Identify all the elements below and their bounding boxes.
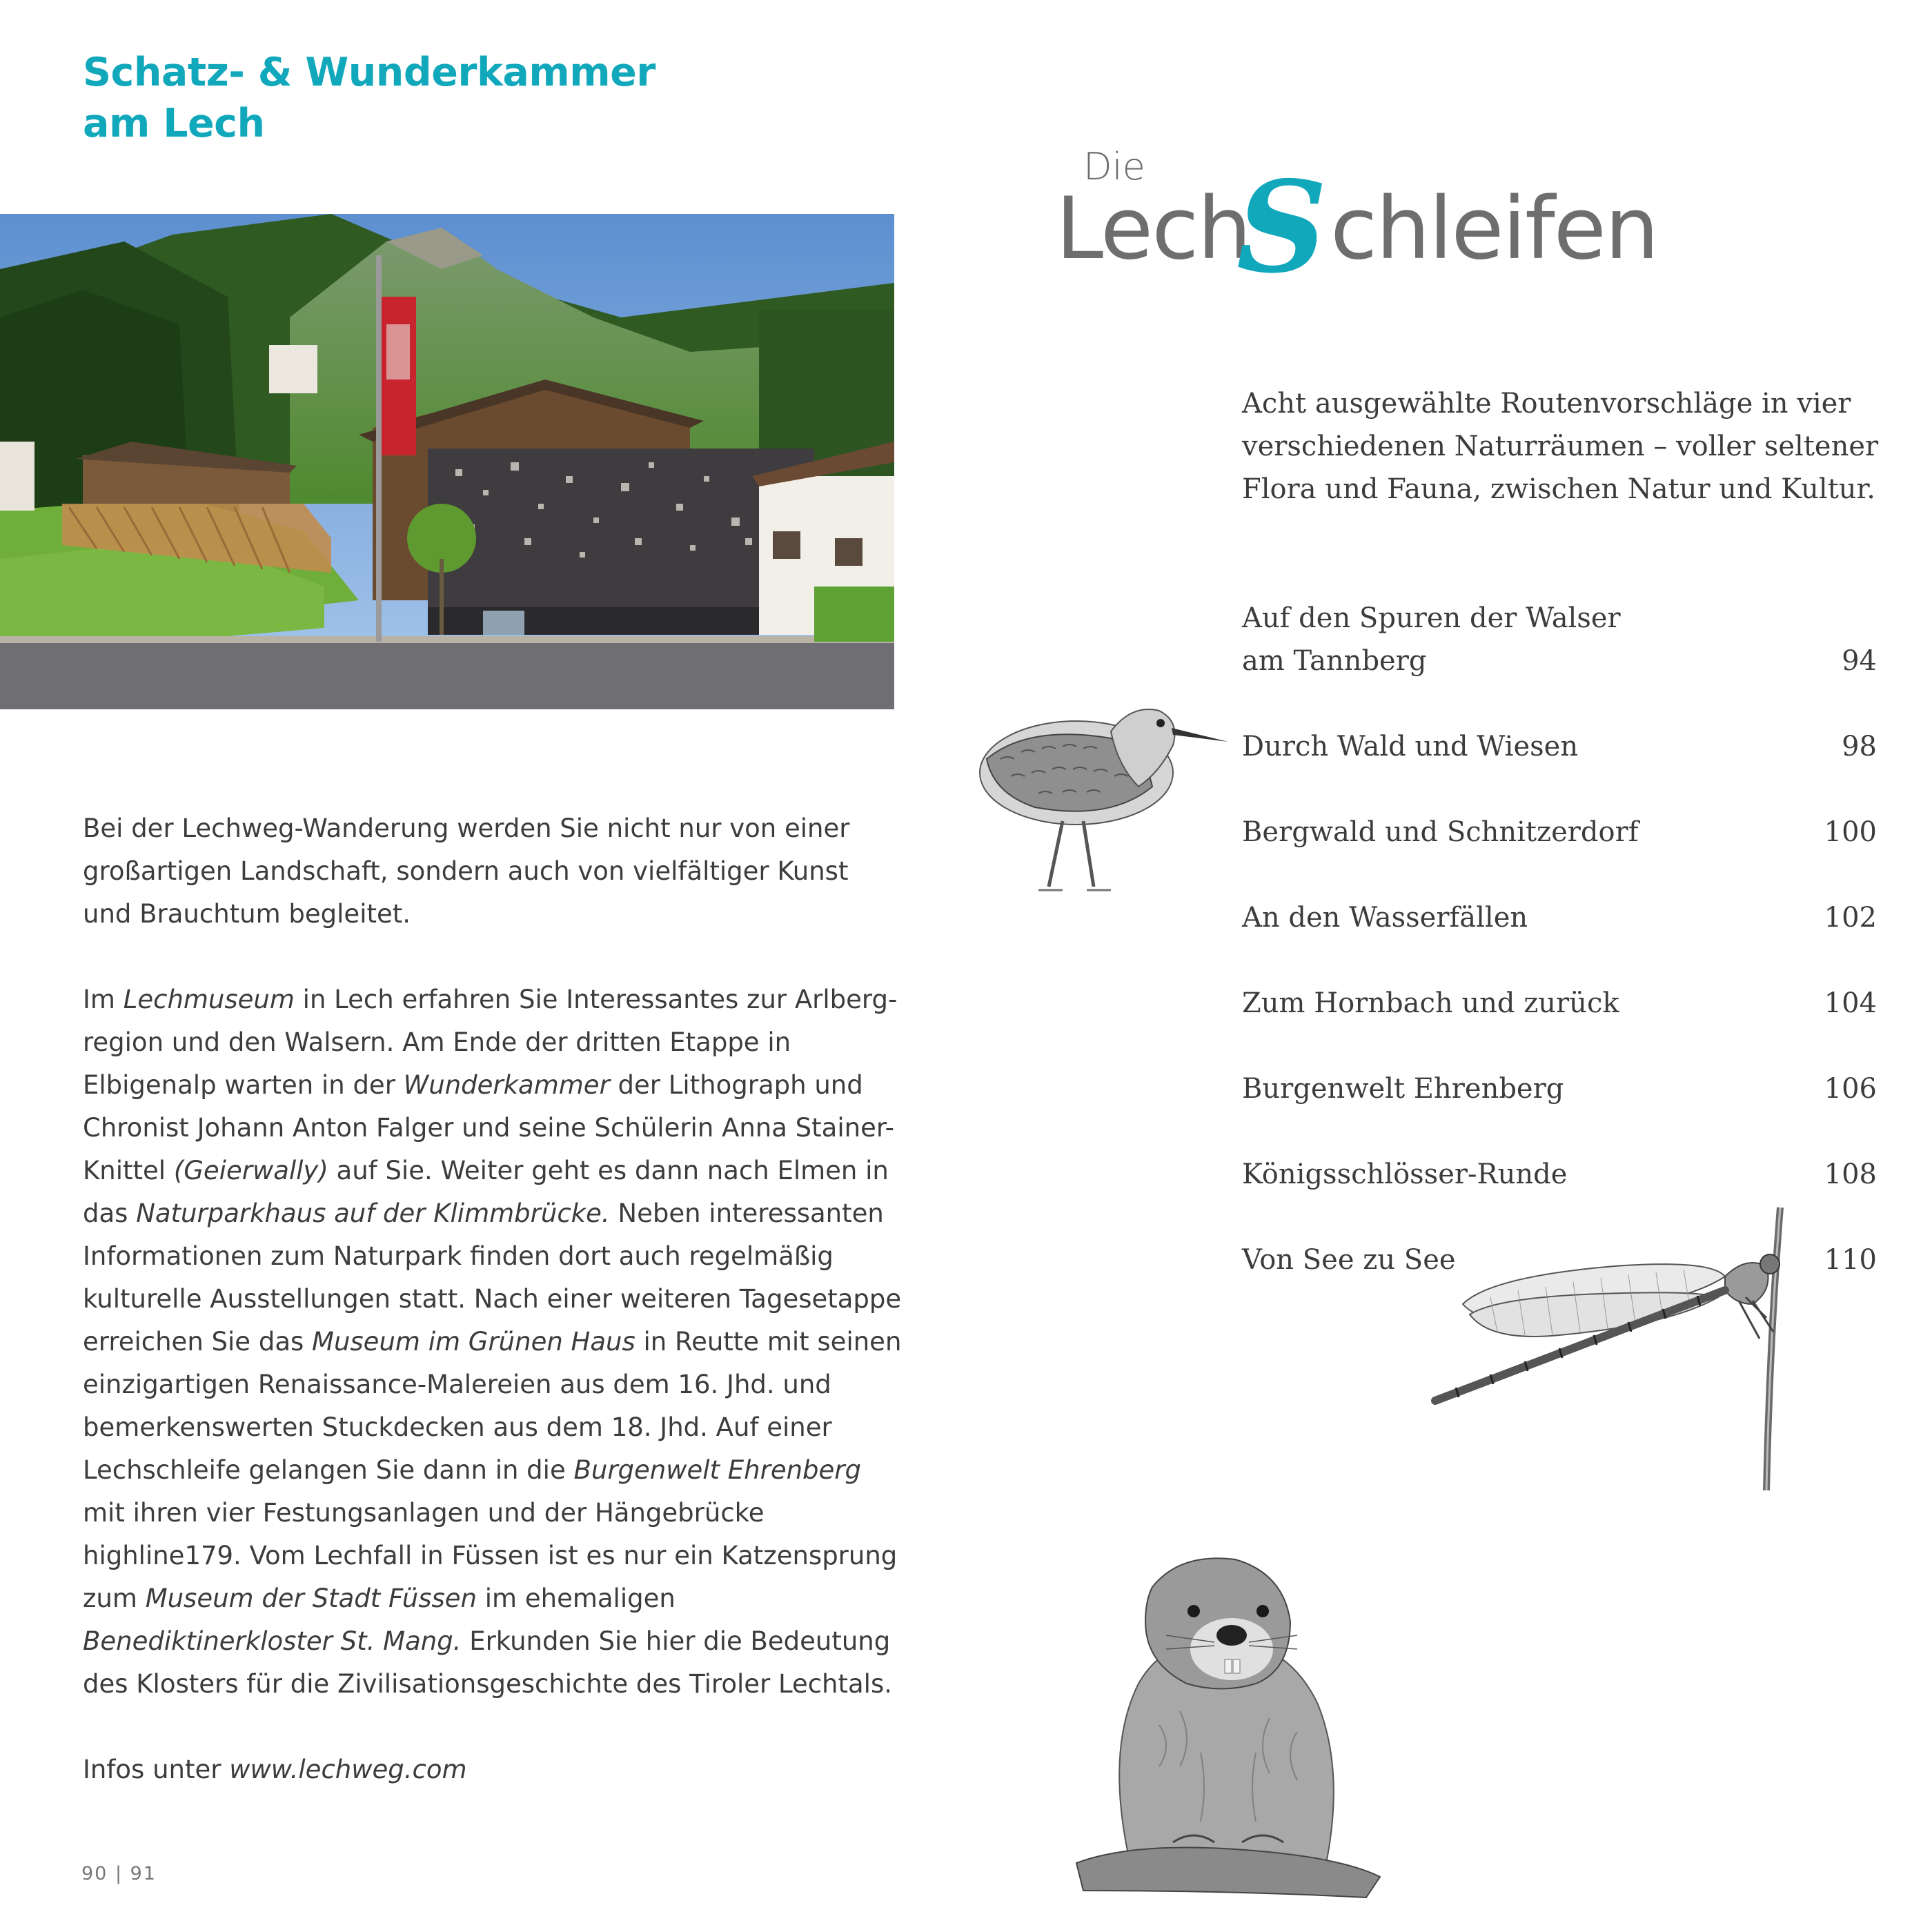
route-page-number: 94 [1842,645,1877,677]
route-title: Bergwald und Schnitzerdorf [1242,816,1639,848]
route-page-number: 108 [1824,1159,1877,1190]
emphasis-lechmuseum: Lechmuseum [123,985,295,1014]
text-run: mit ihren vier Festungsanlagen und der Hängebrücke highline179. Vom Lechfall in Füssen ist es nur ein Katzensprung zum [83,1498,898,1613]
text-run: Im [83,985,124,1014]
heading-line-2: am Lech [83,101,265,146]
body-paragraph-2 [83,978,904,1706]
route-page-number: 110 [1824,1244,1877,1276]
body-paragraph-3 [83,1748,904,1791]
emphasis-kloster: Benediktinerkloster St. Mang. [83,1626,462,1656]
page-number: 90 | 91 [81,1863,157,1884]
sandpiper-icon [973,656,1235,904]
text-run: Neben interessanten Informationen zum Naturpark finden dort auch regelmäßig kulturelle Ausstellungen statt. Nach einer weiteren Tagesetappe erreichen Sie das [83,1199,902,1357]
logo-die: Die [1083,145,1145,188]
route-title: Auf den Spuren der Walser [1242,602,1621,634]
text-run: Erkunden Sie hier die Bedeutung des Klosters für die Zivilisationsgeschichte des Tiroler Lechtals. [83,1626,892,1699]
logo-chleifen: chleifen [1330,179,1658,279]
text-run: auf Sie. Weiter geht es dann nach Elmen in das [83,1156,889,1228]
route-item[interactable] [1242,725,1877,768]
marmot-illustration [1063,1546,1394,1904]
emphasis-naturparkhaus: Naturparkhaus auf der Klimmbrücke. [136,1199,610,1228]
lechschleifen-logo [1056,145,1677,301]
route-page-number: 102 [1824,902,1877,934]
text-run: in Reutte mit seinen einzigartigen Renaissance-Malereien aus dem 16. Jhd. und bemerkenswerten Stuckdecken aus dem 18. Jhd. Auf einer Lechschleife gelangen Sie dann in die [83,1327,902,1485]
body-text [83,807,904,1834]
emphasis-museum-fuessen: Museum der Stadt Füssen [145,1584,477,1613]
text-run: im ehemaligen [477,1584,676,1613]
route-item[interactable] [1242,597,1877,682]
route-title: Zum Hornbach und zurück [1242,987,1619,1019]
page-heading [83,47,842,149]
route-page-number: 104 [1824,987,1877,1019]
emphasis-burgenwelt: Burgenwelt Ehrenberg [573,1455,862,1485]
route-item[interactable] [1242,1153,1877,1196]
damselfly-illustration [1421,1201,1808,1497]
logo-lech: Lech [1056,179,1250,279]
body-paragraph-1: Bei der Lechweg-Wanderung werden Sie nicht nur von einer großartigen Landschaft, sondern auch von vielfältiger Kunst und Brauchtum begleitet. [83,814,850,929]
emphasis-wunderkammer: Wunderkammer [403,1070,610,1100]
website-link[interactable]: www.lechweg.com [229,1755,467,1784]
route-page-number: 98 [1842,731,1877,762]
text-run: Infos unter [83,1755,230,1784]
emphasis-geierwally: (Geierwally) [173,1156,328,1185]
route-page-number: 100 [1824,816,1877,848]
intro-text: Acht ausgewählte Routenvorschläge in vier verschiedenen Naturräumen – voller seltener Flora und Fauna, zwischen Natur und Kultur. [1242,388,1879,505]
heading-line-1: Schatz- & Wunderkammer [83,50,656,95]
lechmuseum-photo [0,214,894,709]
sandpiper-illustration [973,656,1235,904]
route-item[interactable] [1242,811,1877,854]
logo-s: S [1236,153,1328,301]
route-title-line-2: am Tannberg [1242,645,1427,677]
route-title: Burgenwelt Ehrenberg [1242,1073,1564,1105]
route-title: Königsschlösser-Runde [1242,1159,1568,1190]
text-run: der Lithograph und Chronist Johann Anton Falger und seine Schülerin Anna Stainer-Knittel [83,1070,895,1185]
emphasis-museum-gruenes-haus: Museum im Grünen Haus [312,1327,635,1357]
route-item[interactable] [1242,1067,1877,1110]
route-page-number: 106 [1824,1073,1877,1105]
marmot-icon [1063,1546,1394,1904]
route-title: An den Wasserfällen [1242,902,1528,934]
text-run: in Lech erfahren Sie Interessantes zur Arlbergregion und den Walsern. Am Ende der dritten Etappe in Elbigenalp warten in der [83,985,898,1100]
damselfly-icon [1421,1201,1808,1497]
route-item[interactable] [1242,982,1877,1025]
route-title: Durch Wald und Wiesen [1242,731,1579,762]
route-item[interactable] [1242,896,1877,939]
route-title: Von See zu See [1242,1244,1456,1276]
